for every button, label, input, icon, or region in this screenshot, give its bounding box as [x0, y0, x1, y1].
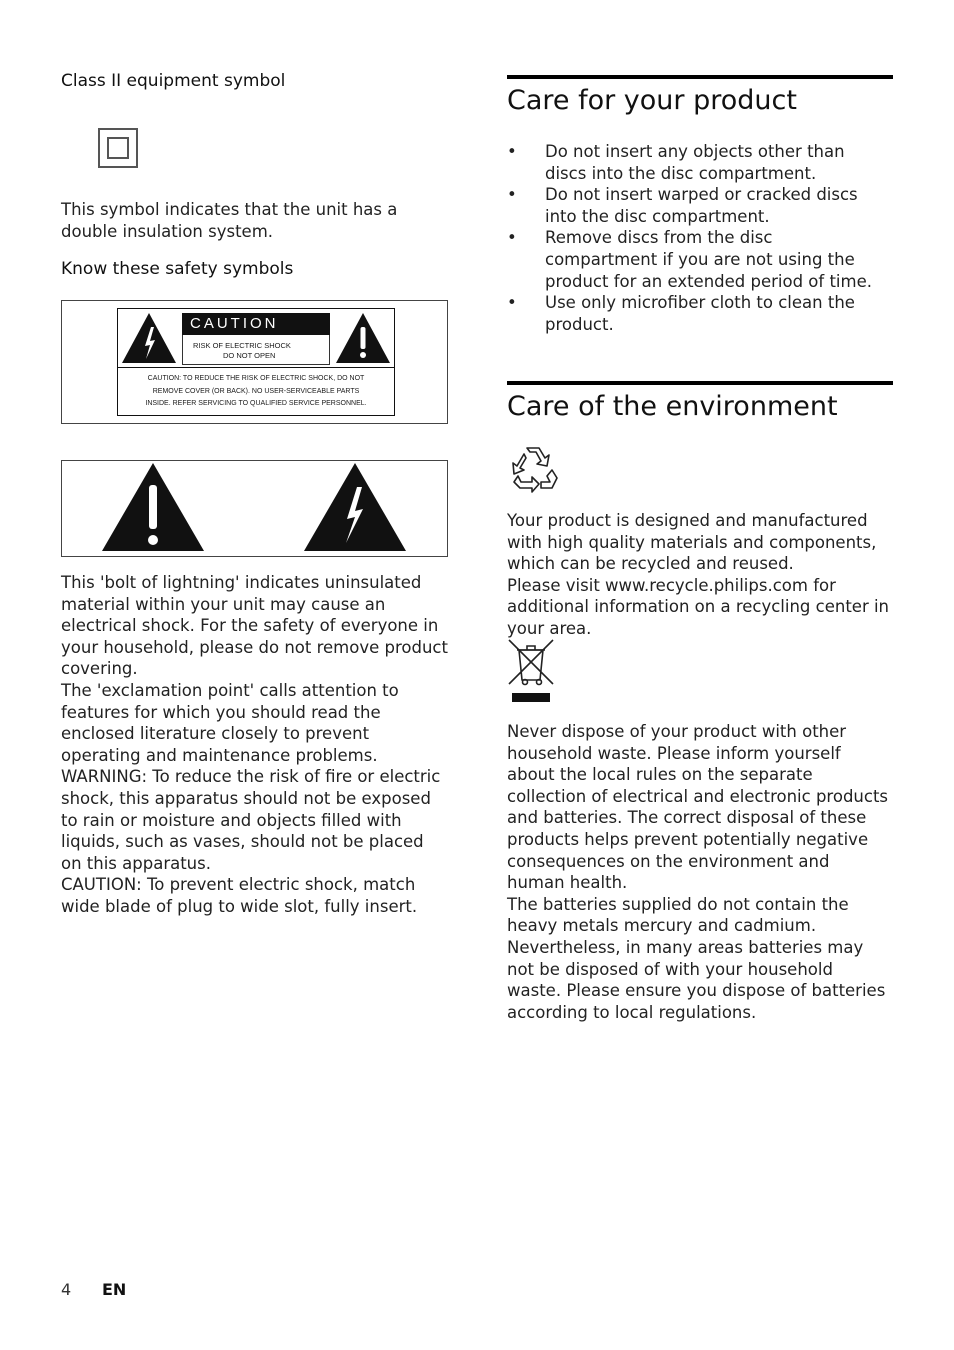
language-code: EN [102, 1280, 127, 1299]
risk-line-1: RISK OF ELECTRIC SHOCK [193, 341, 291, 350]
warning-paragraph: WARNING: To reduce the risk of fire or electric shock, this apparatus should not be exposed to rain or moisture and objects filled with liquids, such as vases, should not be placed on this apparatus. [61, 767, 441, 873]
risk-box [182, 335, 330, 365]
class2-heading: Class II equipment symbol [61, 71, 286, 91]
class2-text: This symbol indicates that the unit has a double insulation system. [61, 200, 398, 241]
risk-line-2: DO NOT OPEN [223, 351, 276, 360]
notice-line-3: INSIDE. REFER SERVICING TO QUALIFIED SERVICE PERSONNEL. [145, 400, 367, 407]
lightning-paragraph: This 'bolt of lightning' indicates uninsulated material within your unit may cause an electrical shock. For the safety of everyone in your household, please do not remove product covering. [61, 573, 448, 679]
caution-title: CAUTION [190, 315, 279, 332]
care-product-title: Care for your product [507, 85, 797, 116]
safety-heading: Know these safety symbols [61, 259, 294, 279]
label-divider [118, 367, 394, 368]
list-item: • Remove discs from the disc compartment if you are not using the product for an extended period of time. [507, 228, 872, 291]
disposal-paragraph: Never dispose of your product with other household waste. Please inform yourself about the local rules on the separate collection of electrical and electronic products and batteries. The correct disposal of these products helps prevent potentially negative consequences on the environment and human health. [507, 722, 889, 893]
crossed-bin-icon [507, 638, 557, 704]
caution-title-bar [182, 313, 330, 335]
caution-notice [118, 373, 394, 411]
section-rule [507, 381, 893, 385]
exclamation-paragraph: The 'exclamation point' calls attention to features for which you should read the enclosed literature closely to prevent operating and maintenance problems. [61, 680, 399, 765]
list-item: • Do not insert warped or cracked discs into the disc compartment. [507, 185, 858, 226]
batteries-paragraph: The batteries supplied do not contain the heavy metals mercury and cadmium. Nevertheless, in many areas batteries may not be disposed of with your household waste. Please ensure you dispose of batteries according to local regulations. [507, 894, 886, 1022]
recycle-text [507, 510, 892, 640]
lightning-triangle-icon [118, 309, 180, 367]
recycle-paragraph: Your product is designed and manufactured with high quality materials and components, which can be recycled and reused. [507, 511, 877, 574]
double-square-icon [98, 128, 138, 168]
list-item: • Use only microfiber cloth to clean the product. [507, 293, 855, 334]
notice-line-1: CAUTION: TO REDUCE THE RISK OF ELECTRIC SHOCK, DO NOT [147, 375, 365, 382]
caution-paragraph: CAUTION: To prevent electric shock, match wide blade of plug to wide slot, fully insert. [61, 875, 418, 916]
recycle-link-paragraph: Please visit www.recycle.philips.com for additional information on a recycling center in your area. [507, 575, 890, 638]
notice-line-2: REMOVE COVER (OR BACK). NO USER-SERVICEABLE PARTS [152, 387, 360, 395]
exclamation-triangle-icon [332, 309, 394, 367]
safety-explanation [61, 572, 449, 918]
care-env-title: Care of the environment [507, 391, 838, 422]
recycle-icon [508, 442, 560, 494]
disposal-text [507, 721, 892, 1023]
section-rule [507, 75, 893, 79]
warning-symbols-frame [61, 460, 448, 557]
bullet: • [507, 293, 517, 313]
caution-label [117, 308, 395, 416]
exclamation-triangle-icon [100, 461, 206, 553]
bullet: • [507, 142, 517, 161]
bullet: • [507, 185, 517, 205]
care-product-list [507, 141, 882, 335]
caution-label-frame [61, 300, 448, 424]
bullet: • [507, 228, 517, 248]
page-number: 4 [61, 1280, 72, 1299]
lightning-triangle-icon [302, 461, 408, 553]
list-item: • Do not insert any objects other than discs into the disc compartment. [507, 142, 845, 183]
